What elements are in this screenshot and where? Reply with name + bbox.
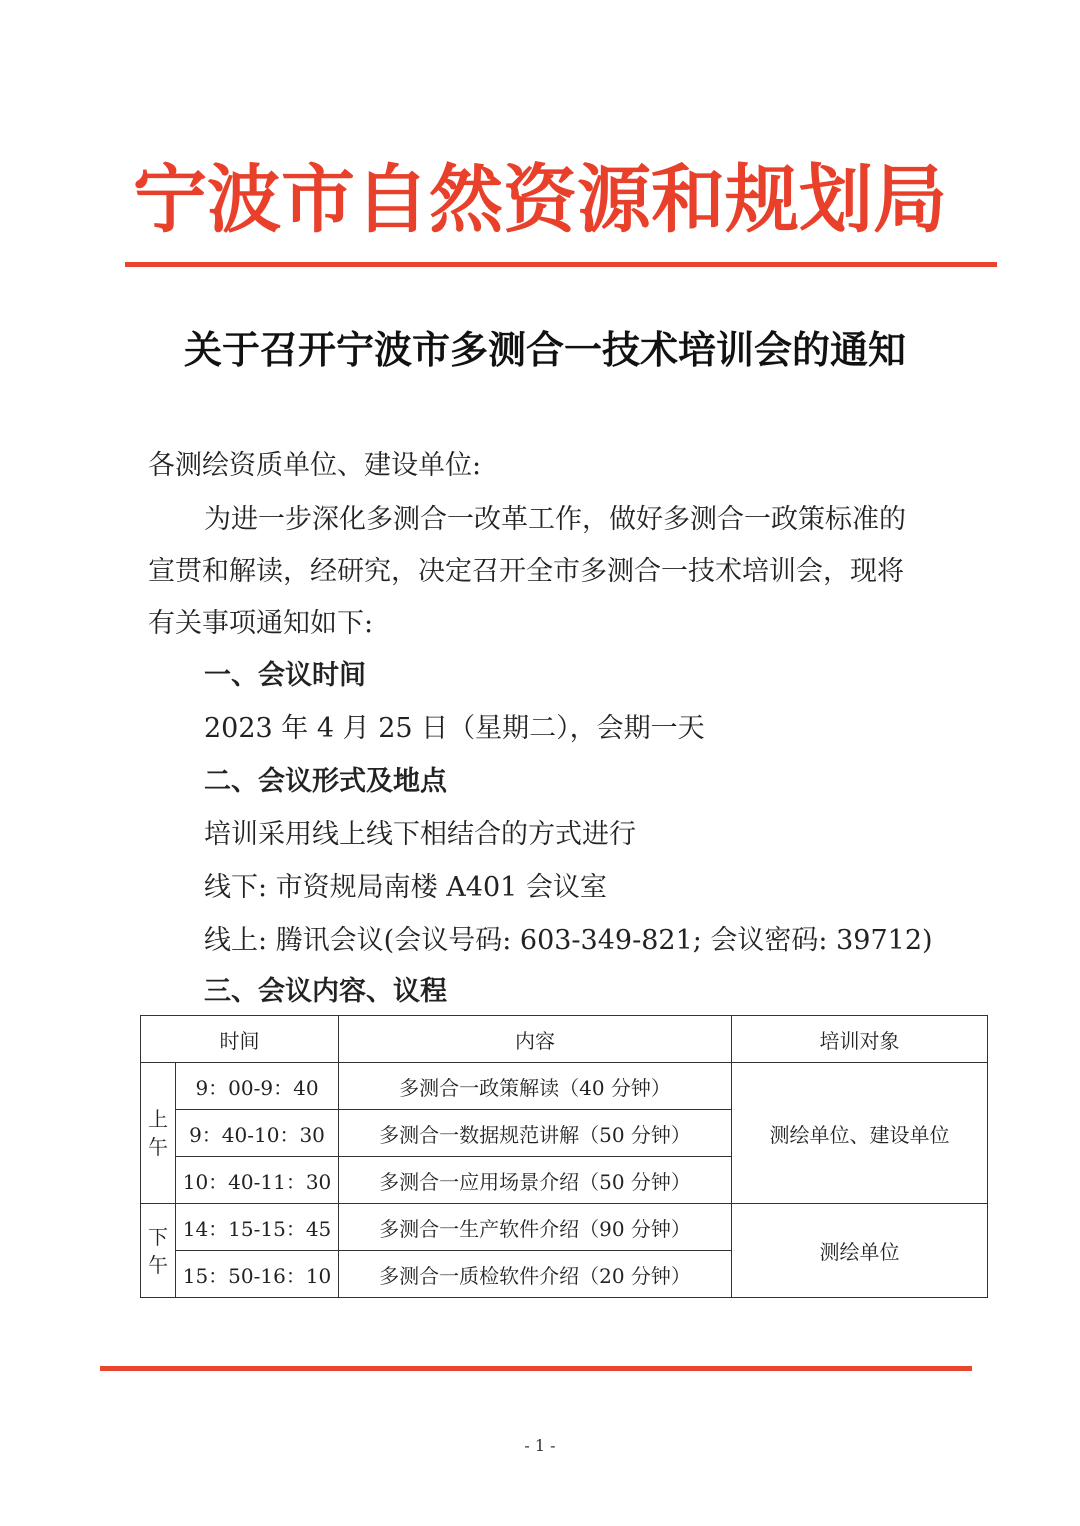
intro-line: 有关事项通知如下:: [148, 608, 374, 639]
footer-red-rule: [100, 1366, 972, 1371]
header-audience: 培训对象: [732, 1016, 988, 1063]
session-time: 10：40-11：30: [176, 1157, 339, 1204]
intro-line: 宣贯和解读，经研究，决定召开全市多测合一技术培训会，现将: [148, 556, 904, 587]
session-content: 多测合一生产软件介绍（90 分钟）: [339, 1204, 732, 1251]
session-time: 14：15-15：45: [176, 1204, 339, 1251]
table-row: [141, 1063, 988, 1110]
document-title: 关于召开宁波市多测合一技术培训会的通知: [183, 327, 906, 372]
agency-header: 宁波市自然资源和规划局: [133, 157, 947, 243]
section-heading-agenda: 三、会议内容、议程: [204, 976, 447, 1007]
table-header-row: [141, 1016, 988, 1063]
audience-afternoon: 测绘单位: [732, 1204, 988, 1298]
session-content: 多测合一政策解读（40 分钟）: [339, 1063, 732, 1110]
session-content: 多测合一数据规范讲解（50 分钟）: [339, 1110, 732, 1157]
table-row: [141, 1204, 988, 1251]
online-meeting-info: 线上: 腾讯会议(会议号码: 603-349-821; 会议密码: 39712): [204, 925, 933, 956]
agenda-table: [140, 1015, 988, 1298]
period-afternoon: 下 午: [141, 1204, 176, 1298]
period-morning: 上 午: [141, 1063, 176, 1204]
header-content: 内容: [339, 1016, 732, 1063]
header-time: 时间: [141, 1016, 339, 1063]
meeting-date: 2023 年 4 月 25 日（星期二），会期一天: [204, 713, 705, 744]
session-time: 9：00-9：40: [176, 1063, 339, 1110]
format-line: 培训采用线上线下相结合的方式进行: [204, 819, 636, 850]
header-red-rule: [125, 262, 997, 267]
intro-line: 为进一步深化多测合一改革工作，做好多测合一政策标准的: [204, 504, 906, 535]
session-time: 15：50-16：10: [176, 1251, 339, 1298]
offline-location: 线下: 市资规局南楼 A401 会议室: [204, 872, 607, 903]
session-content: 多测合一应用场景介绍（50 分钟）: [339, 1157, 732, 1204]
session-content: 多测合一质检软件介绍（20 分钟）: [339, 1251, 732, 1298]
page-number: - 1 -: [524, 1436, 556, 1455]
salutation: 各测绘资质单位、建设单位:: [148, 450, 482, 481]
section-heading-format: 二、会议形式及地点: [204, 766, 447, 797]
section-heading-time: 一、会议时间: [204, 660, 366, 691]
audience-morning: 测绘单位、建设单位: [732, 1063, 988, 1204]
session-time: 9：40-10：30: [176, 1110, 339, 1157]
